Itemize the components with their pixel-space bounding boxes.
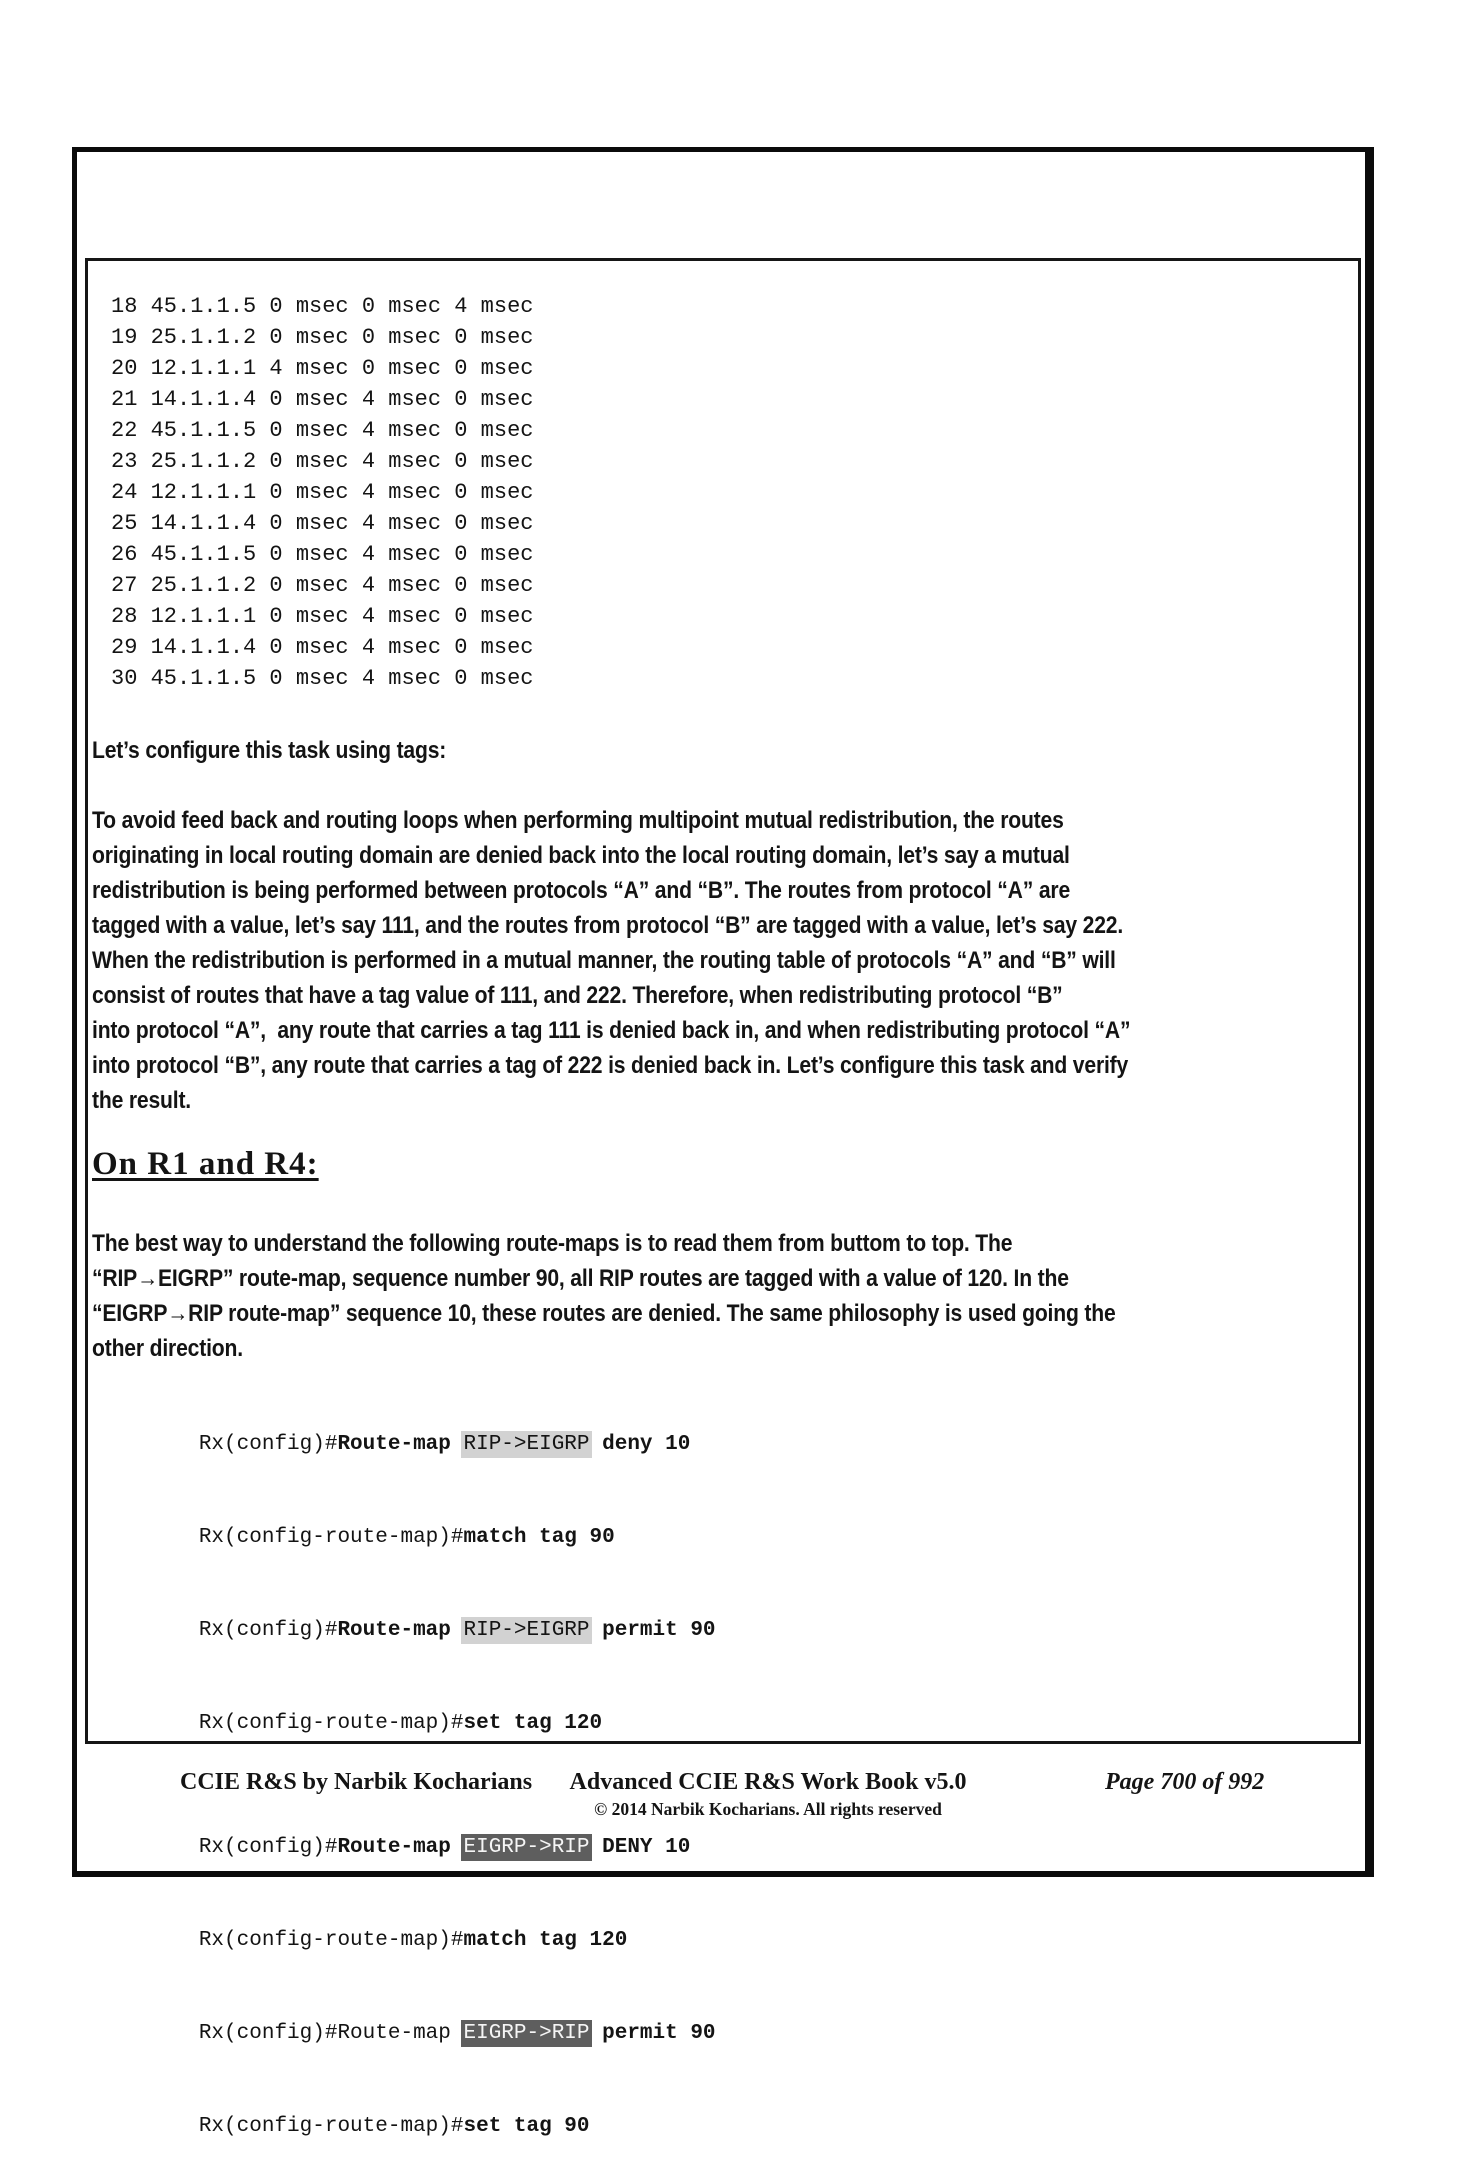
config-line [98, 2080, 716, 2173]
config-line [98, 1398, 716, 1491]
trace-line: 25 14.1.1.4 0 msec 4 msec 0 msec [111, 511, 534, 536]
paragraph-line: redistribution is being performed between protocols “A” and “B”. The routes from protocol “A” are [92, 877, 1071, 904]
cli-command: set tag 120 [463, 1712, 603, 1735]
trace-line: 26 45.1.1.5 0 msec 4 msec 0 msec [111, 542, 534, 567]
trace-line: 24 12.1.1.1 0 msec 4 msec 0 msec [111, 480, 534, 505]
config-block-rip-to-eigrp [98, 1398, 716, 1770]
cli-prompt: Rx(config-route-map)# [198, 1712, 464, 1735]
paragraph-line: The best way to understand the following route-maps is to read them from buttom to top. The [92, 1230, 1013, 1257]
trace-line: 21 14.1.1.4 0 msec 4 msec 0 msec [111, 387, 534, 412]
paragraph-line: Let’s configure this task using tags: [92, 737, 447, 764]
config-line [98, 1894, 716, 1987]
footer-author: CCIE R&S by Narbik Kocharians [180, 1769, 533, 1795]
cli-command: match tag 90 [463, 1526, 615, 1549]
config-block-eigrp-to-rip [98, 1801, 716, 2173]
paragraph-line: “RIP→EIGRP” route-map, sequence number 90, all RIP routes are tagged with a value of 120. In the [92, 1265, 1069, 1292]
cli-prompt: Rx(config-route-map)# [198, 2115, 464, 2138]
route-map-name-highlight: EIGRP->RIP [463, 1836, 590, 1859]
cli-command: match tag 120 [463, 1929, 628, 1952]
trace-line: 29 14.1.1.4 0 msec 4 msec 0 msec [111, 635, 534, 660]
route-map-name-highlight: EIGRP->RIP [463, 2022, 590, 2045]
paragraph-line: the result. [92, 1087, 191, 1114]
footer-book-title: Advanced CCIE R&S Work Book v5.0 [569, 1769, 967, 1795]
cli-prompt: Rx(config)# [198, 1836, 338, 1859]
cli-prompt: Rx(config)# [198, 1433, 338, 1456]
config-line [98, 1584, 716, 1677]
paragraph-line: tagged with a value, let’s say 111, and the routes from protocol “B” are tagged with a value, let’s say 222. [92, 912, 1124, 939]
cli-prompt: Rx(config)# [198, 1619, 338, 1642]
route-map-name-highlight: RIP->EIGRP [463, 1433, 590, 1456]
footer-page-number: Page 700 of 992 [1105, 1769, 1265, 1795]
paragraph-line: originating in local routing domain are denied back into the local routing domain, let’s say a mutual [92, 842, 1070, 869]
cli-command: Route-map [337, 1619, 464, 1642]
cli-command: Route-map [337, 2022, 464, 2045]
paragraph-line: To avoid feed back and routing loops when performing multipoint mutual redistribution, the routes [92, 807, 1064, 834]
config-line [98, 1491, 716, 1584]
footer-copyright: © 2014 Narbik Kocharians. All rights reserved [594, 1799, 942, 1819]
config-line [98, 1677, 716, 1770]
section-heading: On R1 and R4: [92, 1146, 319, 1182]
cli-command: Route-map [337, 1836, 464, 1859]
cli-prompt: Rx(config)# [198, 2022, 338, 2045]
cli-prompt: Rx(config-route-map)# [198, 1929, 464, 1952]
paragraph-line: into protocol “A”, any route that carries a tag 111 is denied back in, and when redistributing protocol “A” [92, 1017, 1131, 1044]
cli-command: Route-map [337, 1433, 464, 1456]
trace-line: 28 12.1.1.1 0 msec 4 msec 0 msec [111, 604, 534, 629]
paragraph-line: “EIGRP→RIP route-map” sequence 10, these routes are denied. The same philosophy is used going the [92, 1300, 1116, 1327]
routemap-explanation-paragraph [92, 1226, 1255, 1366]
cli-args: DENY 10 [589, 1836, 691, 1859]
paragraph-line: When the redistribution is performed in a mutual manner, the routing table of protocols “A” and “B” will [92, 947, 1116, 974]
cli-args: permit 90 [589, 1619, 716, 1642]
paragraph-line: other direction. [92, 1335, 243, 1362]
cli-prompt: Rx(config-route-map)# [198, 1526, 464, 1549]
cli-args: permit 90 [589, 2022, 716, 2045]
cli-args: deny 10 [589, 1433, 691, 1456]
config-line [98, 1987, 716, 2080]
traceroute-output [111, 291, 533, 694]
paragraph-line: consist of routes that have a tag value of 111, and 222. Therefore, when redistributing protocol “B” [92, 982, 1063, 1009]
trace-line: 27 25.1.1.2 0 msec 4 msec 0 msec [111, 573, 534, 598]
lead-sentence [92, 733, 494, 768]
trace-line: 23 25.1.1.2 0 msec 4 msec 0 msec [111, 449, 534, 474]
trace-line: 18 45.1.1.5 0 msec 0 msec 4 msec [111, 294, 534, 319]
trace-line: 20 12.1.1.1 4 msec 0 msec 0 msec [111, 356, 534, 381]
route-map-name-highlight: RIP->EIGRP [463, 1619, 590, 1642]
explanation-paragraph [92, 803, 1272, 1118]
trace-line: 30 45.1.1.5 0 msec 4 msec 0 msec [111, 666, 534, 691]
trace-line: 19 25.1.1.2 0 msec 0 msec 0 msec [111, 325, 534, 350]
cli-command: set tag 90 [463, 2115, 590, 2138]
paragraph-line: into protocol “B”, any route that carries a tag of 222 is denied back in. Let’s configure this task and verify [92, 1052, 1129, 1079]
trace-line: 22 45.1.1.5 0 msec 4 msec 0 msec [111, 418, 534, 443]
